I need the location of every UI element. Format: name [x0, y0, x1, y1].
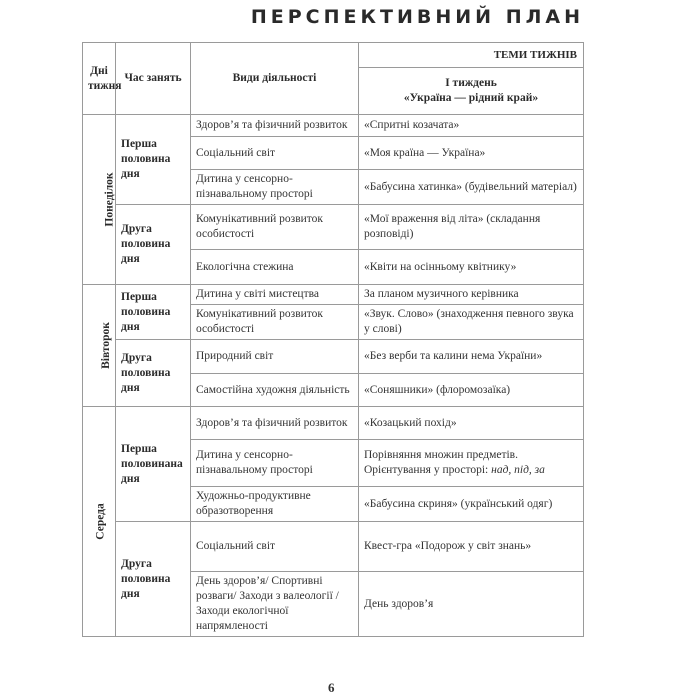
topic-text: Порівняння множин предметів. Орієнтування у просторі:: [364, 449, 518, 476]
page-title: ПЕРСПЕКТИВНИЙ ПЛАН: [250, 6, 584, 28]
topic-cell: «Квіти на осінньому квітнику»: [359, 250, 584, 285]
topic-cell: За планом музичного керівника: [359, 285, 584, 305]
time-slot: Друга половина дня: [116, 205, 191, 285]
day-label: Середа: [94, 503, 107, 540]
topic-cell: «Бабусина хатинка» (будівельний матеріал): [359, 170, 584, 205]
activity-cell: Здоров’я та фізичний розвиток: [191, 407, 359, 440]
topic-cell: «Мої враження від літа» (складання розповіді): [359, 205, 584, 250]
day-label: Понеділок: [103, 172, 116, 227]
activity-cell: Екологічна стежина: [191, 250, 359, 285]
week-label: І тиждень: [445, 77, 497, 89]
activity-cell: Соціальний світ: [191, 137, 359, 170]
day-monday: [83, 115, 116, 285]
topic-cell: [359, 440, 584, 487]
activity-cell: Природний світ: [191, 340, 359, 374]
activity-cell: Дитина у світі мистецтва: [191, 285, 359, 305]
day-label: Вівторок: [99, 322, 112, 369]
topic-cell: «Бабусина скриня» (український одяг): [359, 487, 584, 522]
activity-cell: Комунікативний розвиток особистості: [191, 205, 359, 250]
topic-cell: «Соняшники» (флоромозаїка): [359, 374, 584, 407]
activity-cell: Здоров’я та фізичний розвиток: [191, 115, 359, 137]
header-activities: Види діяльності: [191, 43, 359, 115]
activity-cell: Соціальний світ: [191, 522, 359, 572]
header-day: Дні тижня: [83, 43, 116, 115]
activity-cell: Комунікативний розвиток особистості: [191, 305, 359, 340]
day-wednesday: [83, 407, 116, 637]
activity-cell: День здоров’я/ Спортивні розваги/ Заходи з валеології /Заходи екологічної напрямленості: [191, 572, 359, 637]
page-number: 6: [328, 680, 335, 695]
time-slot: Перша половинана дня: [116, 407, 191, 522]
topic-cell: «Без верби та калини нема України»: [359, 340, 584, 374]
header-week: [359, 68, 584, 115]
time-slot: Друга половина дня: [116, 522, 191, 637]
topic-cell: «Козацький похід»: [359, 407, 584, 440]
time-slot: Друга половина дня: [116, 340, 191, 407]
day-tuesday: [83, 285, 116, 407]
topic-cell: «Моя країна — Україна»: [359, 137, 584, 170]
activity-cell: Художньо-продуктивне образотворення: [191, 487, 359, 522]
topic-cell: День здоров’я: [359, 572, 584, 637]
week-theme: «Україна — рідний край»: [403, 92, 539, 104]
plan-table: [82, 42, 584, 637]
topic-cell: «Спритні козачата»: [359, 115, 584, 137]
time-slot: Перша половина дня: [116, 285, 191, 340]
topic-italic: над, під, за: [491, 464, 545, 476]
topic-cell: Квест-гра «Подорож у світ знань»: [359, 522, 584, 572]
header-time: Час занять: [116, 43, 191, 115]
time-slot: Перша половина дня: [116, 115, 191, 205]
activity-cell: Дитина у сенсорно-пізнавальному просторі: [191, 440, 359, 487]
header-themes: ТЕМИ ТИЖНІВ: [359, 43, 584, 68]
activity-cell: Дитина у сенсорно-пізнавальному просторі: [191, 170, 359, 205]
activity-cell: Самостійна художня діяльність: [191, 374, 359, 407]
topic-cell: «Звук. Слово» (знаходження певного звука у слові): [359, 305, 584, 340]
